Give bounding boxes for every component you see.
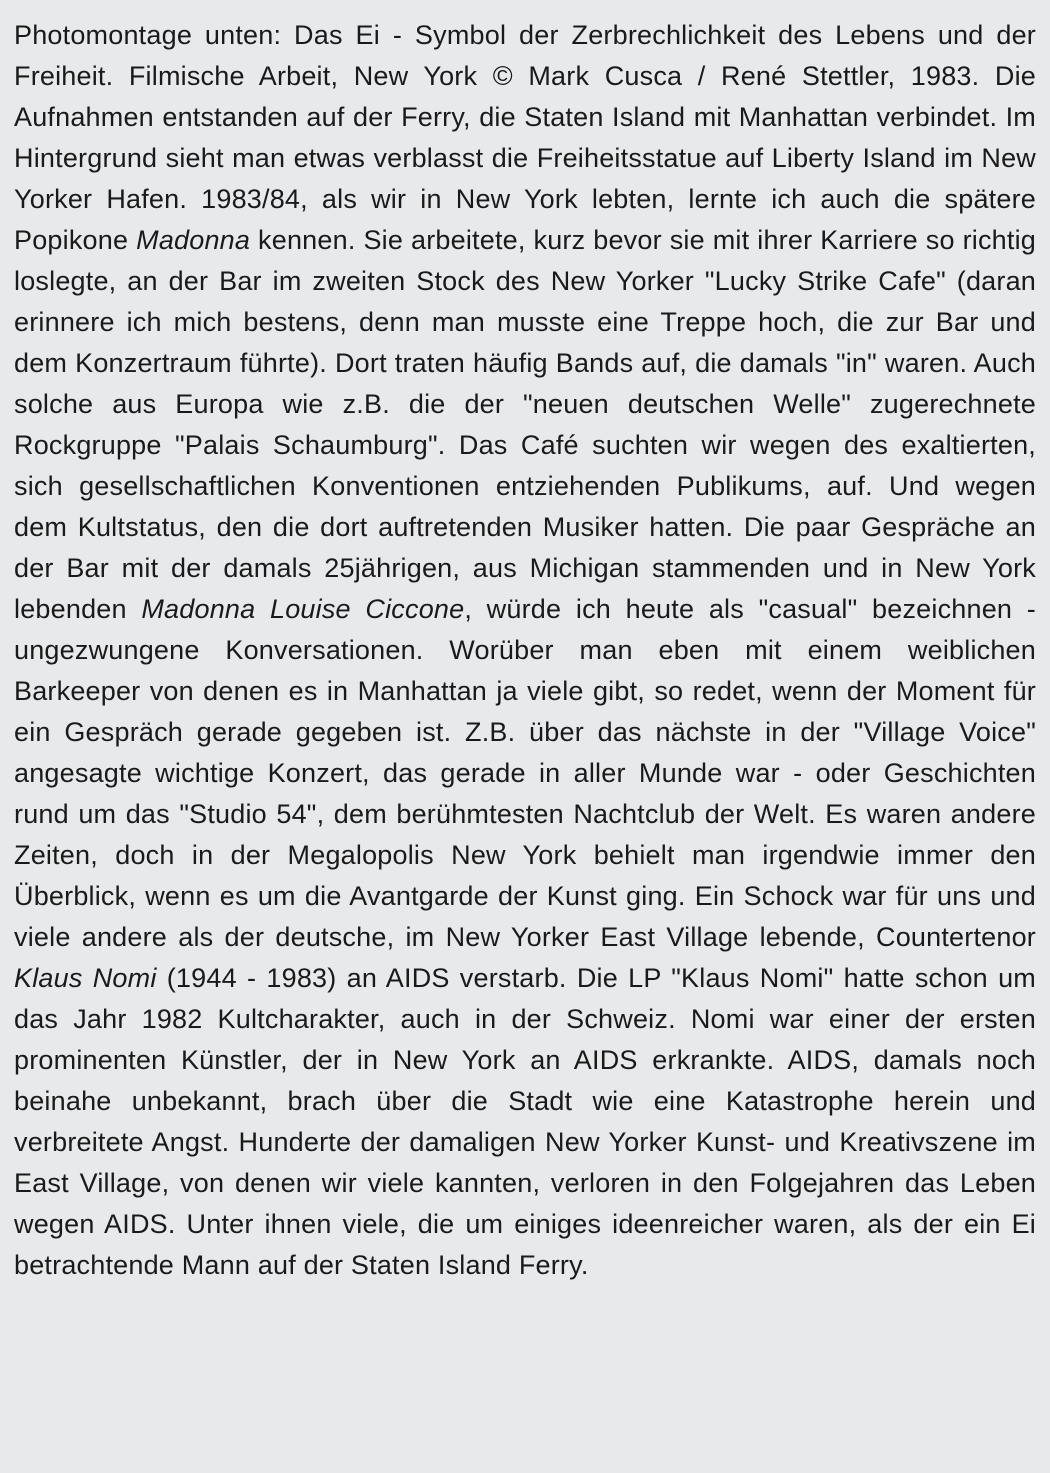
paragraph-segment: Photomontage unten: Das Ei - Symbol der Zerbrechlichkeit des Lebens und der Freiheit. Filmische Arbeit, New York © Mark Cusca / René Stettler, 1983. Die Aufnahmen entstanden auf der Ferry, die Staten Island mit Manhattan verbindet. Im Hintergrund sieht man etwas verblasst die Freiheitsstatue auf Liberty Island im New Yorker Hafen. 1983/84, als wir in New York lebten, lernte ich auch die spätere Popikone: [14, 20, 1036, 255]
paragraph-segment-italic-madonna-louise-ciccone: Madonna Louise Ciccone: [141, 594, 465, 624]
article-paragraph: [14, 15, 1036, 1286]
paragraph-segment: kennen. Sie arbeitete, kurz bevor sie mit ihrer Karriere so richtig loslegte, an der Bar im zweiten Stock des New Yorker "Lucky Strike Cafe" (daran erinnere ich mich bestens, denn man musste eine Treppe hoch, die zur Bar und dem Konzertraum führte). Dort traten häufig Bands auf, die damals "in" waren. Auch solche aus Europa wie z.B. die der "neuen deutschen Welle" zugerechnete Rockgruppe "Palais Schaumburg". Das Café suchten wir wegen des exaltierten, sich gesellschaftlichen Konventionen entziehenden Publikums, auf. Und wegen dem Kultstatus, den die dort auftretenden Musiker hatten. Die paar Gespräche an der Bar mit der damals 25jährigen, aus Michigan stammenden und in New York lebenden: [14, 225, 1037, 624]
paragraph-segment-italic-klaus-nomi: Klaus Nomi: [14, 963, 157, 993]
paragraph-segment-italic-madonna: Madonna: [136, 225, 251, 255]
paragraph-segment: (1944 - 1983) an AIDS verstarb. Die LP "Klaus Nomi" hatte schon um das Jahr 1982 Kultcharakter, auch in der Schweiz. Nomi war einer der ersten prominenten Künstler, der in New York an AIDS erkrankte. AIDS, damals noch beinahe unbekannt, brach über die Stadt wie eine Katastrophe herein und verbreitete Angst. Hunderte der damaligen New Yorker Kunst- und Kreativszene im East Village, von denen wir viele kannten, verloren in den Folgejahren das Leben wegen AIDS. Unter ihnen viele, die um einiges ideenreicher waren, als der ein Ei betrachtende Mann auf der Staten Island Ferry.: [14, 963, 1036, 1280]
paragraph-segment: , würde ich heute als "casual" bezeichnen - ungezwungene Konversationen. Worüber man eben mit einem weiblichen Barkeeper von denen es in Manhattan ja viele gibt, so redet, wenn der Moment für ein Gespräch gerade gegeben ist. Z.B. über das nächste in der "Village Voice" angesagte wichtige Konzert, das gerade in aller Munde war - oder Geschichten rund um das "Studio 54", dem berühmtesten Nachtclub der Welt. Es waren andere Zeiten, doch in der Megalopolis New York behielt man irgendwie immer den Überblick, wenn es um die Avantgarde der Kunst ging. Ein Schock war für uns und viele andere als der deutsche, im New Yorker East Village lebende, Countertenor: [14, 594, 1036, 952]
